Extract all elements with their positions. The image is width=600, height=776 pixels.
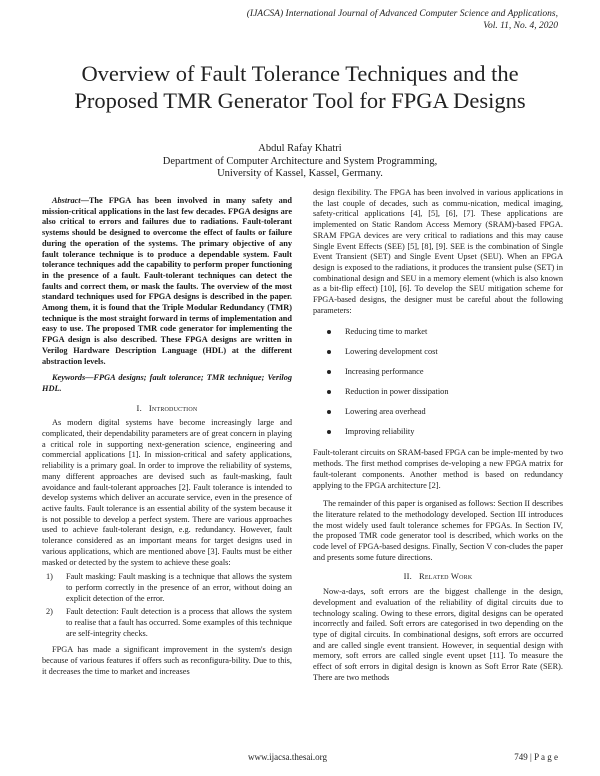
section-heading-introduction [42,403,292,414]
author-block [0,143,600,181]
paper-title [20,60,580,114]
journal-name: (IJACSA) International Journal of Advanced Computer Science and Applications, [246,9,558,19]
author-affiliation-2: University of Kassel, Kassel, Germany. [217,168,383,179]
intro-paragraph-4: Fault-tolerant circuits on SRAM-based FPGA can be imple-mented by two methods. The first method comprises de-veloping a new FPGA matrix for fault-tolerant components. Another method is based on redundancy applying to the FPGA architecture [2]. [313,448,563,490]
bullet-icon [327,390,331,394]
abstract-label: Abstract [52,196,81,205]
bullet-item [313,362,563,382]
section-numeral: I. [136,402,142,413]
journal-volume: Vol. 11, No. 4, 2020 [483,21,558,31]
section-title: Related Work [418,571,473,582]
bullet-text: Lowering development cost [345,347,438,357]
bullet-item [313,342,563,362]
left-column [42,196,292,682]
bullet-item [313,382,563,402]
author-name: Abdul Rafay Khatri [258,143,342,154]
bullet-text: Increasing performance [345,367,424,377]
bullet-icon [327,430,331,434]
bullet-icon [327,330,331,334]
author-affiliation-1: Department of Computer Architecture and System Programming, [162,155,438,167]
title-line-1: Overview of Fault Tolerance Techniques and the [81,61,519,86]
journal-header [247,8,558,32]
bullet-icon [327,370,331,374]
list-number: 1) [46,572,53,582]
abstract [42,196,292,367]
bullet-text: Improving reliability [345,427,415,437]
intro-paragraph-1: As modern digital systems have become increasingly large and complicated, their dependability parameters are of great concern in playing a critical role in supporting next-generation science, engineering and commercial applications [1]. In mission-critical and safety applications, reliability is a primary goal. In order to improve the reliability of systems, many different approaches are devised such as fault-masking, fault avoidance and fault-tolerant approaches [2]. Fault tolerance is intended to develop systems which deliver an accurate service, even in the presence of active faults. Fault tolerance is an essential ability of the system because it is not possible to develop a perfect system. There are various approaches used to achieve fault-tolerant design, e.g. redundancy. However, fault tolerance considered as an important means for target designs used in various applications, which are mentioned above [3]. Faults must be either masked or detected by the system to achieve these goals: [42,418,292,567]
footer-url[interactable]: www.ijacsa.thesai.org [248,752,327,762]
keywords-text: —FPGA designs; fault tolerance; TMR technique; Verilog HDL. [42,373,292,393]
list-text: Fault detection: Fault detection is a process that allows the system to realise that a fault has occurred. Some examples of this technique are self-integrity checks. [66,607,292,638]
related-paragraph-1: Now-a-days, soft errors are the biggest challenge in the design, development and evaluation of the reliability of digital circuits due to technology scaling. Owing to these errors, digital designs can be operated incorrectly and failed. Soft errors are categorised in two depending on the type of digital circuits. In combinational designs, soft errors are occurred and are called single event transient. However, in sequential design with memory, soft errors are called single event upset [11]. To measure the effect of soft errors in digital design is known as Soft Error Rate (SER). There are two methods [313,587,563,682]
bullet-list [313,322,563,442]
right-column [313,188,563,688]
intro-paragraph-2: FPGA has made a significant improvement in the system's design because of various features if offers such as reconfigura-bility. Due to this, it decreases the time to market and increases [42,645,292,676]
numbered-list [42,572,292,639]
list-text: Fault masking: Fault masking is a technique that allows the system to perform correctly in the presence of an error, without doing an explicit detection of the error. [66,572,292,603]
title-line-2: Proposed TMR Generator Tool for FPGA Designs [74,88,526,113]
bullet-item [313,422,563,442]
keywords-label: Keywords [52,373,86,383]
footer-page-number: 749 | P a g e [514,752,558,762]
intro-paragraph-5: The remainder of this paper is organised as follows: Section II describes the literature related to the methodology developed. Section III introduces the most widely used fault tolerance schemes for FPGAs. In Section IV, the proposed TMR code generator tool is described, which works on the code level of FPGA-based designs. Finally, Section V con-cludes the paper and presents some future directions. [313,499,563,562]
bullet-text: Lowering area overhead [345,407,426,417]
keywords [42,373,292,394]
bullet-text: Reduction in power dissipation [345,387,449,397]
abstract-text: —The FPGA has been involved in many safety and mission-critical applications in the last few decades. FPGA designs are also critical to errors and failures due to radiations. Fault-tolerant systems should be designed to overcome the effect of faults or failure during the operation of the systems. The primary objective of any fault tolerance technique is to produce a dependable system. Fault tolerance techniques add the capability to perform proper functioning in the presence of a fault. Fault-tolerant techniques can detect the faults and correct them, or mask the faults. The overview of the most standard techniques used for FPGA designs is described in the paper. Among them, it is found that the Triple Modular Redundancy (TMR) technique is the most straight forward in terms of implementation and easy to use. The proposed TMR code generator for implementing the FPGA design is also described. These FPGA designs are written in Verilog Hardware Description Language (HDL) at the different abstraction levels. [42,196,292,366]
intro-paragraph-3: design flexibility. The FPGA has been involved in various applications in the last couple of decades, such as commu-nication, medical imaging, safety-critical applications [4], [5], [6], [7]. These applications are implemented on Static Random Access Memory (SRAM)-based FPGA. SRAM FPGA devices are very critical to radiations and this may cause Single Event Effects (SEE) [5], [8], [9]. SEE is the combination of Single Event Transient (SET) and Single Event Upset (SEU). When an FPGA design is exposed to the radiations, it produces the transient pulse (SET) in combinational design and SEU in a memory element (which is also known as a bit-flip effect) [10], [6]. To develop the SEU mitigation scheme for FPGA-based designs, the designer must be careful about the following parameters: [313,188,563,315]
bullet-icon [327,350,331,354]
bullet-icon [327,410,331,414]
section-heading-related-work [313,571,563,582]
list-item [42,572,292,604]
bullet-item [313,322,563,342]
section-numeral: II. [403,571,412,582]
bullet-text: Reducing time to market [345,327,428,337]
bullet-item [313,402,563,422]
list-item [42,607,292,639]
list-number: 2) [46,607,53,617]
section-title: Introduction [148,402,198,413]
